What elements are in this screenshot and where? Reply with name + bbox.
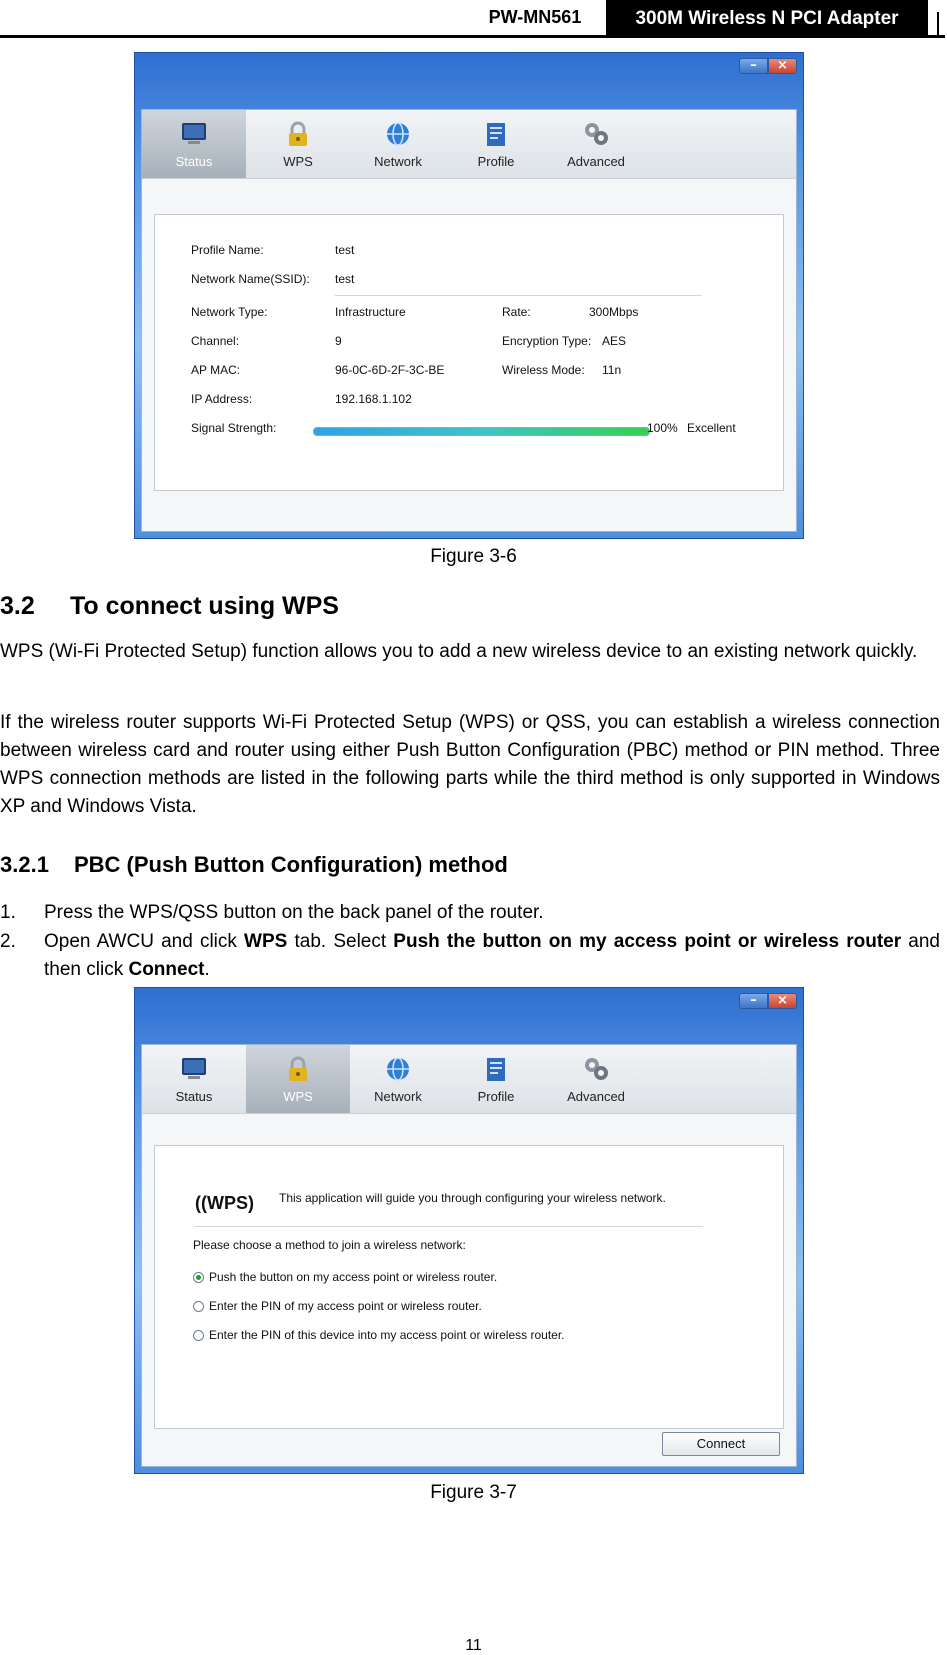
wireless-mode-label: Wireless Mode: — [502, 363, 585, 377]
signal-label: Signal Strength: — [191, 421, 277, 435]
wireless-mode-value: 11n — [602, 363, 622, 377]
divider — [195, 1226, 703, 1227]
wps-intro-text: This application will guide you through configuring your wireless network. — [279, 1191, 666, 1205]
figure-caption: Figure 3-7 — [430, 1482, 517, 1503]
option-label: Push the button on my access point or wireless router. — [209, 1270, 498, 1284]
list-item — [0, 899, 940, 927]
tab-network[interactable] — [346, 1045, 450, 1113]
ap-mac-value: 96-0C-6D-2F-3C-BE — [335, 363, 445, 377]
tab-network[interactable] — [346, 110, 450, 178]
status-window-screenshot — [134, 52, 804, 539]
list-number: 1. — [0, 902, 16, 923]
list-text: Open AWCU and click WPS tab. Select Push the button on my access point or wireless router and then click Connect. — [44, 931, 940, 980]
channel-label: Channel: — [191, 334, 240, 348]
section-number: 3.2 — [0, 592, 35, 620]
ap-mac-label: AP MAC: — [191, 363, 241, 377]
profile-icon — [482, 1055, 510, 1083]
list-item — [0, 928, 940, 984]
network-type-value: Infrastructure — [335, 305, 406, 319]
tab-wps[interactable] — [246, 1045, 350, 1113]
minimize-button[interactable]: – — [739, 58, 768, 74]
wps-window-screenshot — [134, 987, 804, 1474]
tab-label: WPS — [283, 154, 313, 169]
tab-label: Network — [374, 1089, 422, 1104]
wps-panel — [154, 1145, 784, 1429]
tab-advanced[interactable] — [544, 1045, 648, 1113]
window-controls — [739, 993, 797, 1009]
status-panel — [154, 214, 784, 491]
divider — [335, 295, 702, 296]
lock-icon — [284, 1055, 312, 1083]
toolbar — [142, 110, 796, 179]
header-model: PW-MN561 — [488, 7, 582, 27]
globe-icon — [384, 1055, 412, 1083]
tab-profile[interactable] — [444, 110, 548, 178]
profile-name-label: Profile Name: — [191, 243, 264, 257]
header-product-title: 300M Wireless N PCI Adapter — [606, 0, 928, 35]
network-type-label: Network Type: — [191, 305, 268, 319]
page-number: 11 — [465, 1637, 482, 1654]
tab-status[interactable] — [142, 110, 246, 178]
header-divider — [937, 12, 939, 36]
subsection-heading — [0, 852, 508, 878]
window-controls — [739, 58, 797, 74]
subsection-title: PBC (Push Button Configuration) method — [74, 852, 508, 877]
signal-quality: Excellent — [687, 421, 736, 435]
tab-label: Profile — [477, 1089, 515, 1104]
tab-label: Status — [175, 1089, 213, 1104]
signal-percent: 100% — [647, 421, 678, 435]
profile-icon — [482, 120, 510, 148]
list-text: Press the WPS/QSS button on the back panel of the router. — [44, 902, 544, 923]
minimize-button[interactable]: – — [739, 993, 768, 1009]
header-rule — [0, 35, 945, 38]
tab-label: Advanced — [567, 1089, 625, 1104]
lock-icon — [284, 120, 312, 148]
encryption-value: AES — [602, 334, 627, 348]
gears-icon — [582, 1055, 610, 1083]
ip-label: IP Address: — [191, 392, 253, 406]
radio-pin-of-ap[interactable] — [193, 1301, 204, 1312]
gears-icon — [582, 120, 610, 148]
option-label: Enter the PIN of my access point or wireless router. — [209, 1299, 482, 1313]
tab-label: Advanced — [567, 154, 625, 169]
encryption-label: Encryption Type: — [502, 334, 592, 348]
paragraph: WPS (Wi-Fi Protected Setup) function allows you to add a new wireless device to an existing network quickly. — [0, 641, 918, 662]
window-body — [141, 109, 797, 532]
rate-value: 300Mbps — [589, 305, 639, 319]
close-button[interactable]: × — [768, 58, 797, 74]
subsection-number: 3.2.1 — [0, 852, 49, 877]
close-button[interactable]: × — [768, 993, 797, 1009]
window-body — [141, 1044, 797, 1467]
tab-label: WPS — [283, 1089, 313, 1104]
option-label: Enter the PIN of this device into my access point or wireless router. — [209, 1328, 565, 1342]
monitor-icon — [180, 1055, 208, 1083]
method-prompt: Please choose a method to join a wireless network: — [193, 1238, 466, 1252]
ssid-label: Network Name(SSID): — [191, 272, 310, 286]
radio-pin-of-device[interactable] — [193, 1330, 204, 1341]
section-heading — [0, 592, 339, 621]
figure-caption: Figure 3-6 — [430, 546, 517, 567]
globe-icon — [384, 120, 412, 148]
tab-advanced[interactable] — [544, 110, 648, 178]
tab-profile[interactable] — [444, 1045, 548, 1113]
toolbar — [142, 1045, 796, 1114]
tab-label: Status — [175, 154, 213, 169]
wps-logo: ((WPS) — [195, 1193, 254, 1213]
tab-wps[interactable] — [246, 110, 350, 178]
signal-strength-bar — [313, 427, 650, 436]
rate-label: Rate: — [502, 305, 531, 319]
list-number: 2. — [0, 931, 16, 952]
radio-push-button[interactable] — [193, 1272, 204, 1283]
profile-name-value: test — [335, 243, 355, 257]
monitor-icon — [180, 120, 208, 148]
ip-value: 192.168.1.102 — [335, 392, 412, 406]
paragraph: If the wireless router supports Wi-Fi Protected Setup (WPS) or QSS, you can establish a wireless connection between wireless card and router using either Push Button Configuration (PBC) method or PIN method. Three WPS connection methods are listed in the following parts while the third method is only supported in Windows XP and Windows Vista. — [0, 712, 940, 817]
tab-label: Profile — [477, 154, 515, 169]
connect-button[interactable]: Connect — [662, 1432, 780, 1456]
tab-status[interactable] — [142, 1045, 246, 1113]
tab-label: Network — [374, 154, 422, 169]
ssid-value: test — [335, 272, 355, 286]
channel-value: 9 — [335, 334, 342, 348]
section-title: To connect using WPS — [70, 592, 339, 620]
